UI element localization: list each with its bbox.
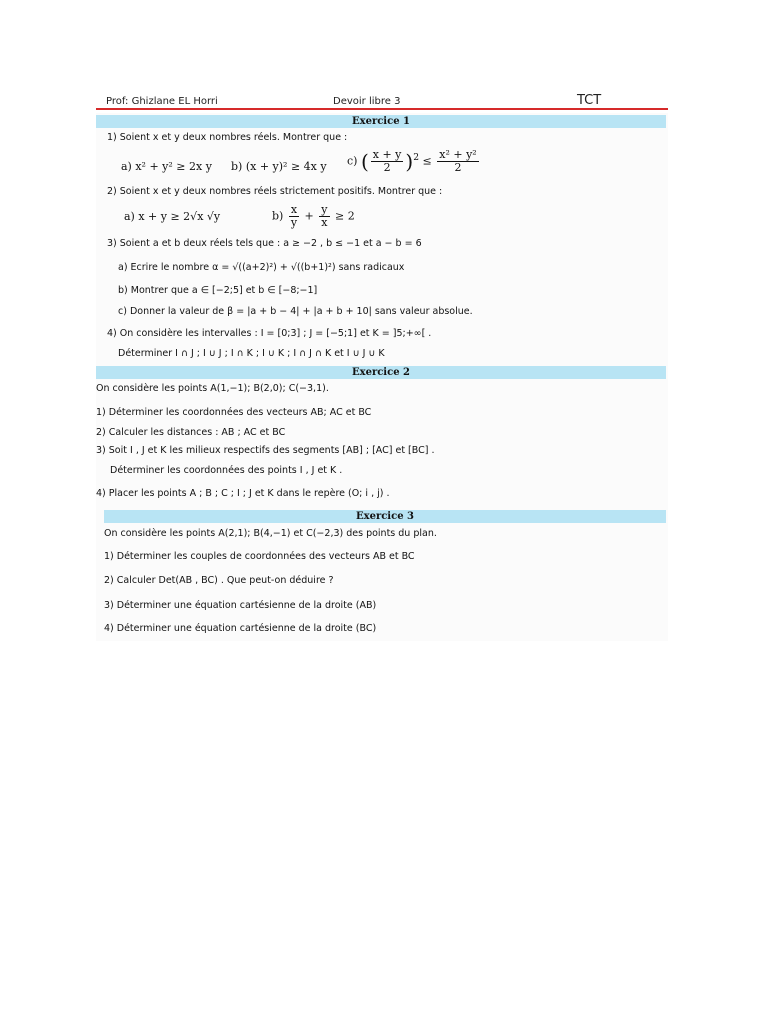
ex2-question-2: 2) Calculer les distances : AB ; AC et BC [96, 427, 286, 438]
ex3-intro: On considère les points A(2,1); B(4,−1) et C(−2,3) des points du plan. [104, 528, 437, 539]
ex1-question-3: 3) Soient a et b deux réels tels que : a ≥ −2 , b ≤ −1 et a − b = 6 [107, 238, 422, 249]
ex1-q2-b-label: b) [272, 209, 284, 223]
ex1-q1-a: a) x² + y² ≥ 2x y [121, 160, 212, 173]
ex2-q3-determine: Déterminer les coordonnées des points I , J et K . [110, 465, 343, 476]
ex2-intro: On considère les points A(1,−1); B(2,0); C(−3,1). [96, 383, 329, 394]
ex3-question-1: 1) Déterminer les couples de coordonnées des vecteurs AB et BC [104, 551, 415, 562]
exercise-2-title: Exercice 2 [96, 366, 666, 379]
class-code: TCT [577, 93, 602, 108]
ex3-question-3: 3) Déterminer une équation cartésienne de la droite (AB) [104, 600, 377, 611]
ex3-question-4: 4) Déterminer une équation cartésienne de la droite (BC) [104, 623, 377, 634]
teacher-name: Prof: Ghizlane EL Horri [106, 96, 218, 107]
ex1-q3-a: a) Ecrire le nombre α = √((a+2)²) + √((b+1)²) sans radicaux [118, 262, 405, 273]
ex1-q1-c-label: c) [347, 154, 358, 168]
ex2-question-3: 3) Soit I , J et K les milieux respectifs des segments [AB] ; [AC] et [BC] . [96, 445, 435, 456]
ex1-question-4: 4) On considère les intervalles : I = [0;3] ; J = [−5;1] et K = ]5;+∞[ . [107, 328, 432, 339]
ex1-question-2: 2) Soient x et y deux nombres réels strictement positifs. Montrer que : [107, 186, 443, 197]
exercise-3-title: Exercice 3 [104, 510, 666, 523]
ex2-question-1: 1) Déterminer les coordonnées des vecteurs AB; AC et BC [96, 407, 372, 418]
assignment-title: Devoir libre 3 [333, 96, 401, 107]
ex3-question-2: 2) Calculer Det(AB , BC) . Que peut-on déduire ? [104, 575, 334, 586]
ex1-q3-c: c) Donner la valeur de β = |a + b − 4| + |a + b + 10| sans valeur absolue. [118, 306, 473, 317]
ex1-q2-b: b) $\frac{x}{y}$ + $\frac{y}{x}$ ≥ 2 [272, 203, 355, 229]
ex1-q2-a: a) x + y ≥ 2√x √y [124, 210, 221, 223]
exercise-1-title: Exercice 1 [96, 115, 666, 128]
ex1-q3-b: b) Montrer que a ∈ [−2;5] et b ∈ [−8;−1] [118, 285, 318, 296]
ex1-question-1: 1) Soient x et y deux nombres réels. Montrer que : [107, 132, 348, 143]
ex1-q1-b: b) (x + y)² ≥ 4x y [231, 160, 327, 173]
ex2-question-4: 4) Placer les points A ; B ; C ; I ; J et K dans le repère (O; i , j) . [96, 488, 390, 499]
ex1-q4-determine: Déterminer I ∩ J ; I ∪ J ; I ∩ K ; I ∪ K ; I ∩ J ∩ K et I ∪ J ∪ K [118, 348, 385, 359]
header-rule [96, 108, 668, 110]
ex1-q1-c: c) ( $\frac{x + y}{2}$ )$^2$ ≤ $\frac{\text{x² + y²}}{2}$ [347, 148, 477, 174]
